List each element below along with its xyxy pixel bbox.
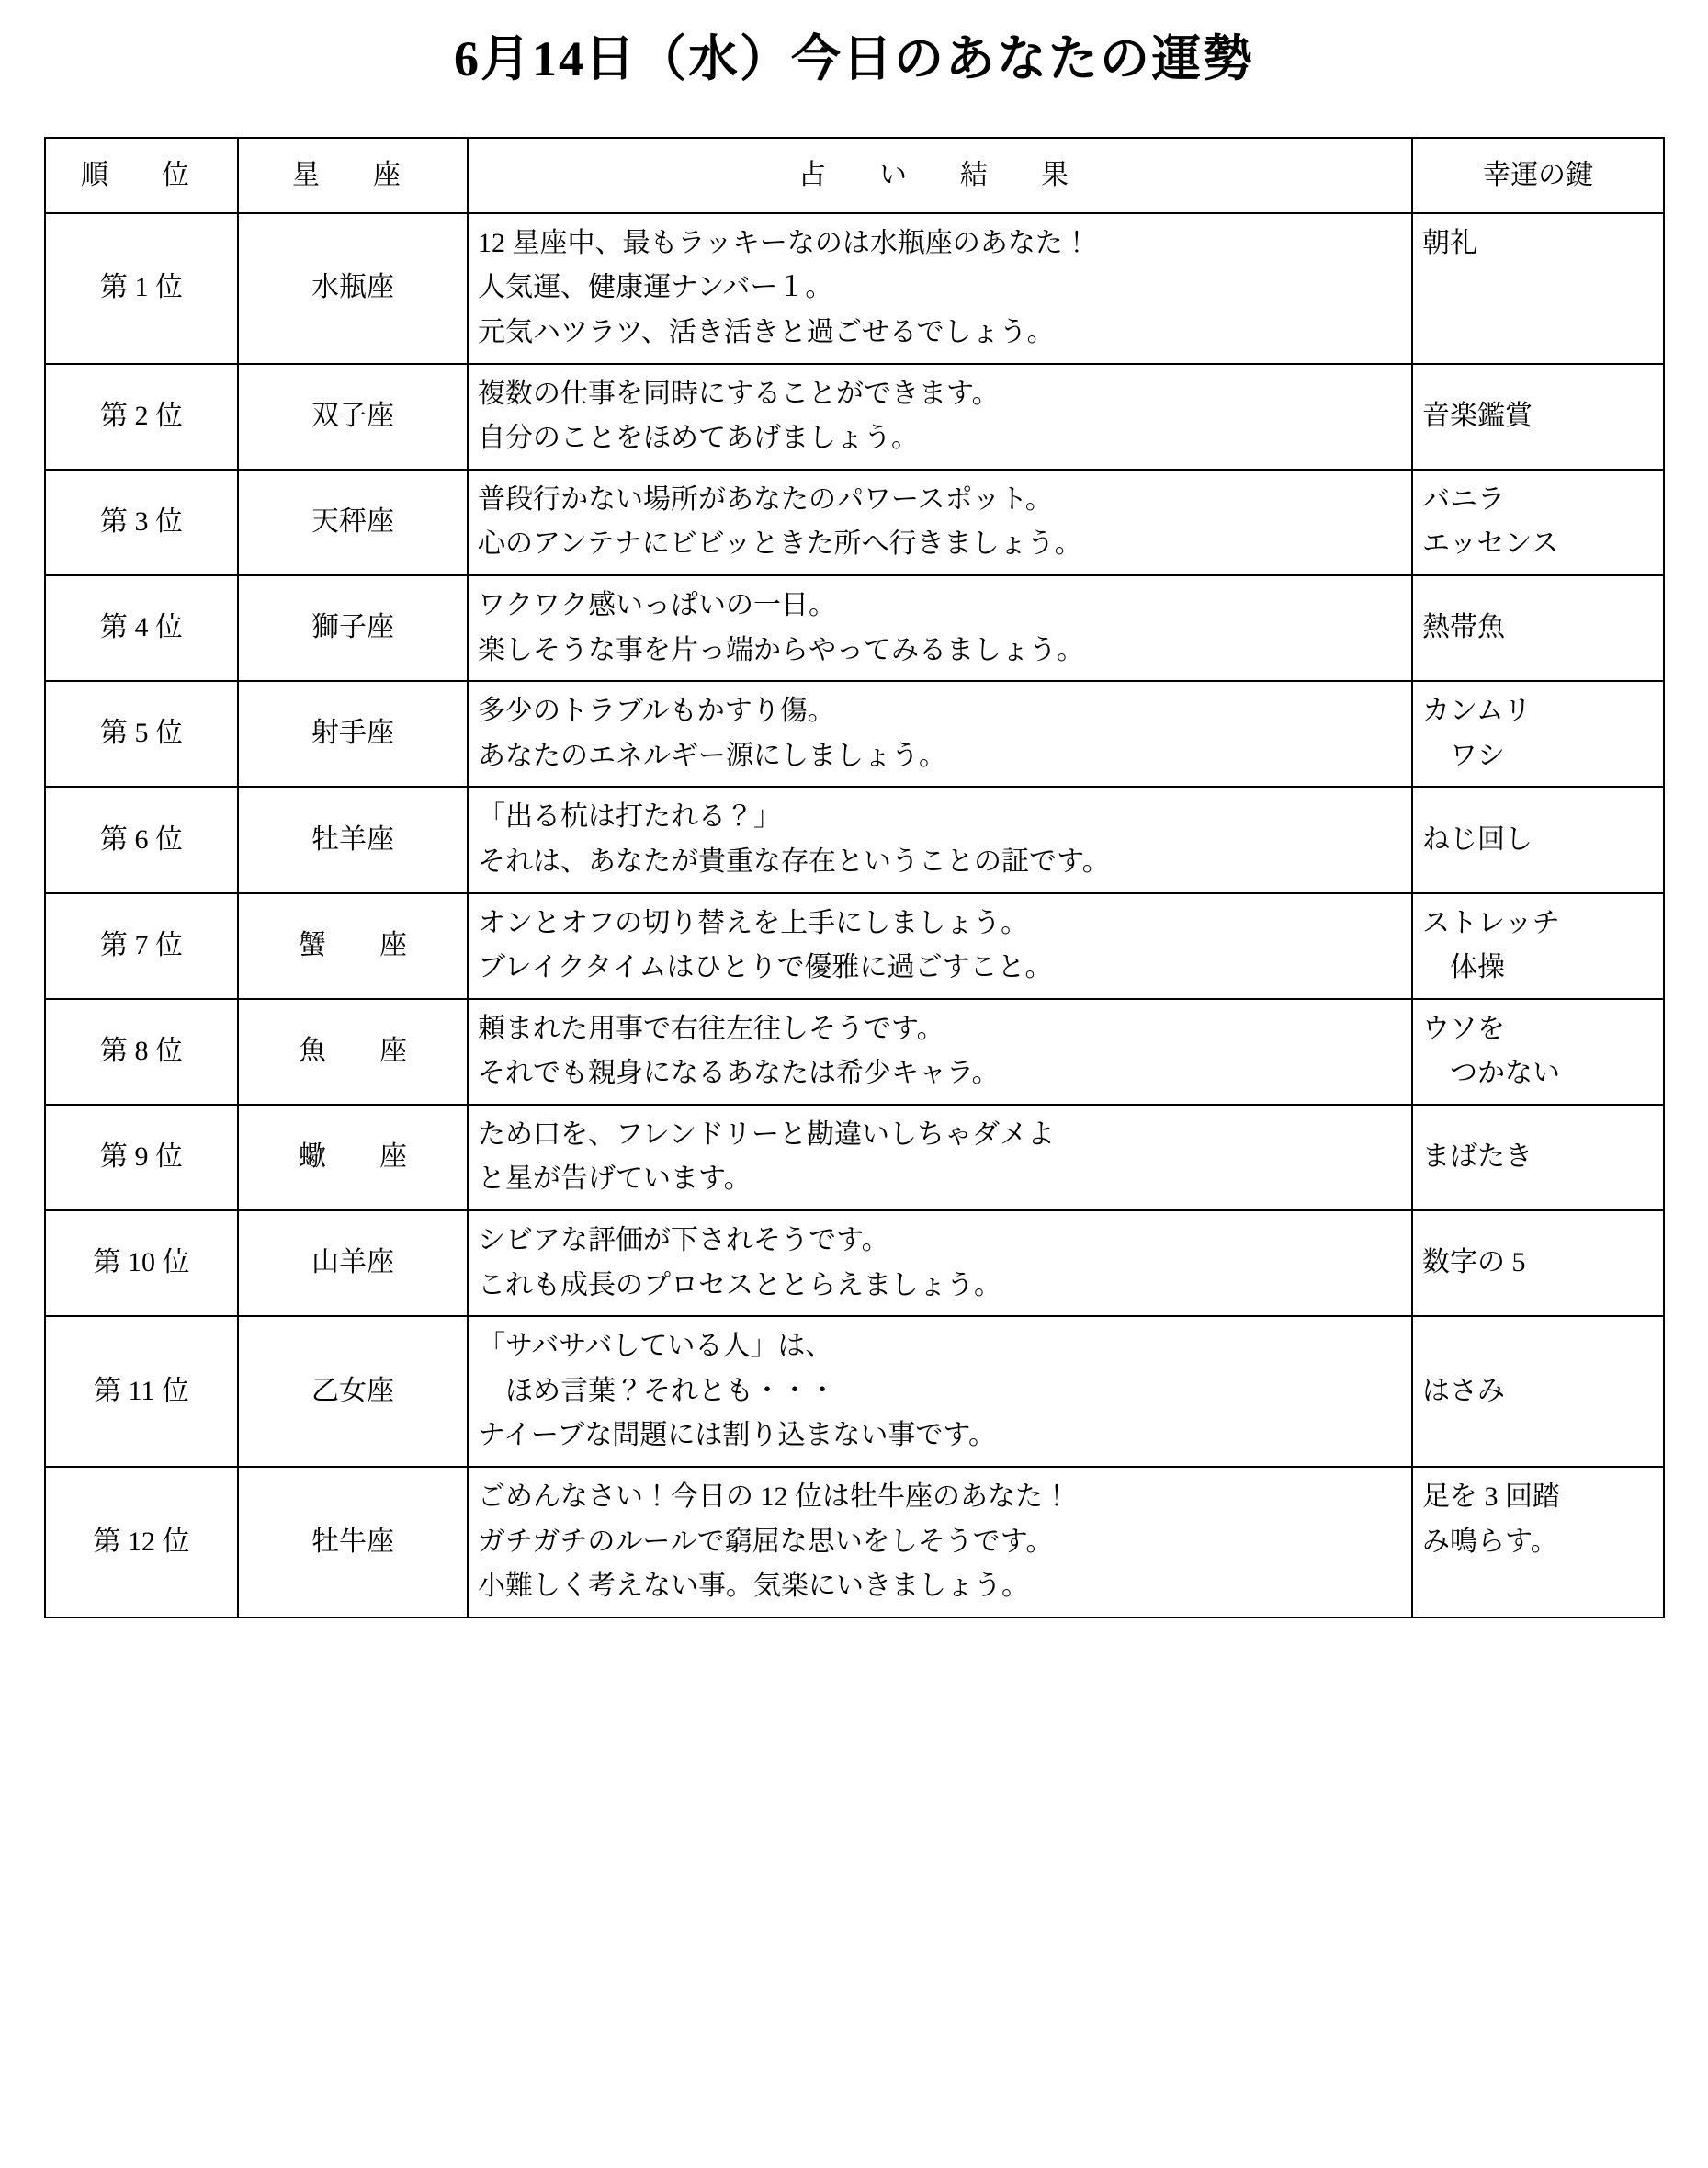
lucky-key-cell [1412,213,1664,364]
zodiac-sign-cell: 獅子座 [238,575,468,681]
fortune-text-line: 心のアンテナにビビッときた所へ行きましょう。 [478,528,1082,560]
rank-cell: 第 12 位 [45,1467,238,1617]
rank-cell: 第 4 位 [45,575,238,681]
table-row [45,1316,1664,1467]
rank-cell: 第 10 位 [45,1210,238,1316]
fortune-text-line: 複数の仕事を同時にすることができます。 [478,378,1000,409]
fortune-text-line: ガチガチのルールで窮屈な思いをしそうです。 [478,1526,1054,1557]
lucky-key-cell [1412,470,1664,575]
table-row [45,470,1664,575]
column-header-rank: 順 位 [45,138,238,213]
zodiac-sign-cell [238,893,468,999]
table-row [45,681,1664,787]
table-body [45,213,1664,1617]
fortune-text-line: 「出る杭は打たれる？」 [478,801,781,833]
table-row [45,999,1664,1105]
fortune-text-line: 普段行かない場所があなたのパワースポット。 [478,483,1053,515]
zodiac-sign-cell [238,999,468,1105]
fortune-text-cell [468,893,1412,999]
table-row [45,1467,1664,1617]
column-header-sign: 星 座 [238,138,468,213]
fortune-text-line: あなたのエネルギー源にしましょう。 [478,740,946,771]
rank-cell: 第 1 位 [45,213,238,364]
lucky-key-line: エッセンス [1422,528,1559,560]
fortune-text-cell [468,681,1412,787]
fortune-text-line: これも成長のプロセスととらえましょう。 [478,1269,1001,1300]
fortune-text-line: 楽しそうな事を片っ端からやってみるましょう。 [478,634,1084,665]
lucky-key-line: 足を 3 回踏 [1422,1481,1560,1513]
fortune-text-line: それは、あなたが貴重な存在ということの証です。 [478,846,1110,877]
fortune-text-cell [468,999,1412,1105]
fortune-text-line: それでも親身になるあなたは希少キャラ。 [478,1058,1000,1089]
lucky-key-line: つかない [1422,1058,1560,1089]
fortune-text-line: 小難しく考えない事。気楽にいきましょう。 [478,1571,1029,1602]
fortune-text-line: ほめ言葉？それとも・・・ [478,1375,836,1406]
lucky-key-line: ねじ回し [1422,823,1533,855]
lucky-key-cell [1412,1467,1664,1617]
column-header-result: 占 い 結 果 [468,138,1412,213]
lucky-key-cell [1412,893,1664,999]
zodiac-sign-cell: 双子座 [238,364,468,470]
fortune-text-line: 自分のことをほめてあげましょう。 [478,423,919,454]
fortune-text-line: ため口を、フレンドリーと勘違いしちゃダメよ [478,1118,1056,1150]
table-header [45,138,1664,213]
fortune-text-line: シビアな評価が下されそうです。 [478,1225,889,1256]
zodiac-sign-cell: 乙女座 [238,1316,468,1467]
fortune-text-cell [468,470,1412,575]
zodiac-sign-label: 蟹 座 [299,929,420,960]
table-row [45,893,1664,999]
rank-cell: 第 8 位 [45,999,238,1105]
table-row [45,1105,1664,1210]
fortune-text-cell [468,213,1412,364]
lucky-key-line: はさみ [1422,1375,1505,1406]
fortune-text-cell [468,1316,1412,1467]
rank-cell: 第 2 位 [45,364,238,470]
lucky-key-cell [1412,575,1664,681]
rank-cell: 第 6 位 [45,787,238,892]
zodiac-sign-cell: 水瓶座 [238,213,468,364]
lucky-key-cell [1412,787,1664,892]
lucky-key-cell [1412,1316,1664,1467]
fortune-text-line: 頼まれた用事で右往左往しそうです。 [478,1013,944,1044]
lucky-key-line: カンムリ [1422,696,1532,727]
lucky-key-cell [1412,681,1664,787]
fortune-text-line: ブレイクタイムはひとりで優雅に過ごすこと。 [478,952,1053,983]
zodiac-sign-cell: 山羊座 [238,1210,468,1316]
table-header-row [45,138,1664,213]
fortune-text-line: 人気運、健康運ナンバー１。 [478,272,833,303]
fortune-text-cell [468,364,1412,470]
lucky-key-cell [1412,1105,1664,1210]
fortune-text-line: 「サバサバしている人」は、 [478,1331,833,1362]
zodiac-sign-label: 蠍 座 [299,1141,420,1173]
lucky-key-line: ウソを [1422,1013,1505,1044]
rank-cell: 第 3 位 [45,470,238,575]
fortune-text-line: 多少のトラブルもかすり傷。 [478,696,835,727]
zodiac-sign-cell [238,1105,468,1210]
fortune-text-line: と星が告げています。 [478,1163,752,1195]
fortune-text-cell [468,1467,1412,1617]
rank-cell: 第 11 位 [45,1316,238,1467]
fortune-text-line: ごめんなさい！今日の 12 位は牡牛座のあなた！ [478,1481,1070,1513]
fortune-text-cell [468,1210,1412,1316]
zodiac-sign-cell: 天秤座 [238,470,468,575]
rank-cell: 第 5 位 [45,681,238,787]
zodiac-sign-cell: 牡牛座 [238,1467,468,1617]
rank-cell: 第 7 位 [45,893,238,999]
lucky-key-cell [1412,999,1664,1105]
zodiac-sign-cell: 牡羊座 [238,787,468,892]
lucky-key-line: バニラ [1422,483,1505,515]
lucky-key-cell [1412,364,1664,470]
lucky-key-cell [1412,1210,1664,1316]
fortune-text-cell [468,575,1412,681]
fortune-text-cell [468,787,1412,892]
zodiac-sign-label: 魚 座 [299,1036,420,1066]
fortune-text-line: ナイーブな問題には割り込まない事です。 [478,1420,996,1451]
fortune-table [44,137,1665,1618]
lucky-key-line: 熱帯魚 [1422,612,1505,643]
lucky-key-line: ストレッチ [1422,907,1560,938]
fortune-text-line: 元気ハツラツ、活き活きと過ごせるでしょう。 [478,316,1055,347]
lucky-key-line: 体操 [1422,952,1505,983]
lucky-key-line: 数字の 5 [1422,1247,1526,1278]
table-row [45,1210,1664,1316]
lucky-key-line: み鳴らす。 [1422,1526,1558,1557]
zodiac-sign-cell: 射手座 [238,681,468,787]
table-row [45,213,1664,364]
fortune-text-line: オンとオフの切り替えを上手にしましょう。 [478,907,1029,938]
lucky-key-line: 朝礼 [1422,227,1477,258]
column-header-key: 幸運の鍵 [1412,138,1664,213]
lucky-key-line: まばたき [1422,1141,1533,1173]
lucky-key-line: 音楽鑑賞 [1422,400,1533,431]
fortune-text-line: 12 星座中、最もラッキーなのは水瓶座のあなた！ [478,227,1091,258]
table-row [45,364,1664,470]
fortune-text-cell [468,1105,1412,1210]
rank-cell: 第 9 位 [45,1105,238,1210]
table-row [45,787,1664,892]
page-title: 6月14日（水）今日のあなたの運勢 [454,31,1254,86]
lucky-key-line: ワシ [1422,740,1505,771]
fortune-text-line: ワクワク感いっぱいの一日。 [478,589,836,620]
table-row [45,575,1664,681]
